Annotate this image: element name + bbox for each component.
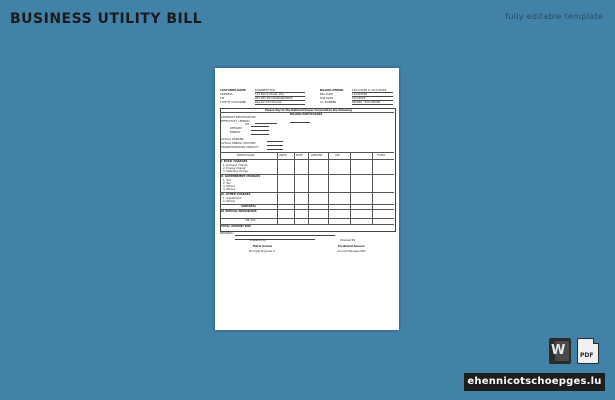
bill-document-preview	[215, 68, 399, 330]
kw-label: kW	[245, 123, 250, 126]
bill-date-value: 11/20/2018	[352, 93, 367, 96]
due-date-label: DUE DATE	[320, 97, 334, 100]
word-file-icon[interactable]: W	[549, 338, 571, 364]
payment-banner: Please Pay to the National Power Corporation the following	[265, 109, 353, 112]
transformation-label: TRANSFORMATION CAPACITY	[221, 146, 259, 149]
th-particulars: PARTICULARS	[237, 154, 255, 157]
checker-name: Ferdinand Alvarez	[338, 245, 365, 248]
si-number-value: 000000 - 000 000000	[352, 101, 381, 104]
th-units: UNITS	[279, 154, 287, 157]
table-row: I. BASIC CHARGES	[221, 160, 248, 163]
billing-particulars-heading: BILLING PARTICULARS	[290, 113, 323, 116]
due-date-value: 12/5/2018	[352, 97, 366, 100]
tin-label: TIN	[220, 97, 225, 100]
actual-energy-label: ACTUAL ENERGY DELIVERY	[221, 142, 256, 145]
format-icons	[549, 338, 599, 364]
contract-spec-label: CONTRACT SPECIFICATION	[221, 116, 256, 119]
pdf-file-icon[interactable]: PDF	[577, 338, 599, 364]
table-row: 3. Others	[223, 185, 236, 188]
preparer-name: Maria Gomez	[253, 245, 273, 248]
th-vat: VAT	[335, 154, 340, 157]
billing-period-label: BILLING PERIOD	[320, 89, 344, 92]
preparer-title: Principal Engineer II	[249, 250, 275, 253]
table-row: 1. VAT	[223, 179, 232, 182]
th-rate: RATE	[296, 154, 303, 157]
brand-banner[interactable]: ehennicotschoepges.lu	[464, 373, 605, 391]
total-amount-label: TOTAL AMOUNT DUE	[221, 225, 251, 228]
demand-label: DEMAND	[230, 127, 242, 130]
customer-name-value: ELIZABETH BAY	[255, 89, 276, 92]
customer-type-label: TYPE OF CUSTOMER	[220, 101, 247, 104]
vat-tax-label: VAT TAX	[245, 219, 256, 222]
page-title: BUSINESS UTILITY BILL	[10, 11, 203, 27]
table-row: 2. Tax	[223, 182, 231, 185]
checked-by-label: Checked By:	[340, 239, 356, 242]
table-row: 3. Metering Charge	[223, 170, 248, 173]
table-row: 4. Others	[223, 188, 236, 191]
table-row: 1. Adjustment	[223, 197, 242, 200]
si-number-label: S.I. NUMBER	[320, 101, 337, 104]
table-row: 1. Demand Charge	[223, 164, 248, 167]
table-row: 2. Others	[223, 200, 236, 203]
th-amount: AMOUNT	[311, 154, 323, 157]
table-row: 2. Energy Charge	[223, 167, 246, 170]
billing-period-value: 10/17/2018 to 11/17/2018	[352, 89, 387, 92]
table-row: IV. SPECIAL PROVISIONS	[221, 210, 257, 213]
table-row: SUBTOTAL	[241, 205, 257, 208]
actual-demand-label: ACTUAL DEMAND	[221, 138, 244, 141]
customer-name-label: CUSTOMER NAME	[220, 89, 246, 92]
energy-label: ENERGY	[230, 131, 241, 134]
remarks-label: REMARKS:	[220, 232, 234, 235]
effectivity-label: EFFECTIVITY / PERIOD	[221, 120, 250, 123]
bill-date-label: BILL DATE	[320, 93, 334, 96]
tin-value: 001-002-003-000000000000	[255, 97, 293, 100]
table-row: III. OTHER CHARGES	[221, 193, 251, 196]
address-label: ADDRESS	[220, 93, 233, 96]
address-value: 123 Demo Street, City	[255, 93, 284, 96]
customer-type-value: Regular Commercial	[255, 101, 282, 104]
checker-title: Account Manager NPC	[337, 250, 366, 253]
prepared-by-label: Prepared by:	[250, 239, 267, 242]
th-total: TOTAL	[377, 154, 386, 157]
table-row: II. GOVERNMENT CHARGES	[221, 175, 261, 178]
page-subtitle: fully editable template	[505, 12, 603, 21]
